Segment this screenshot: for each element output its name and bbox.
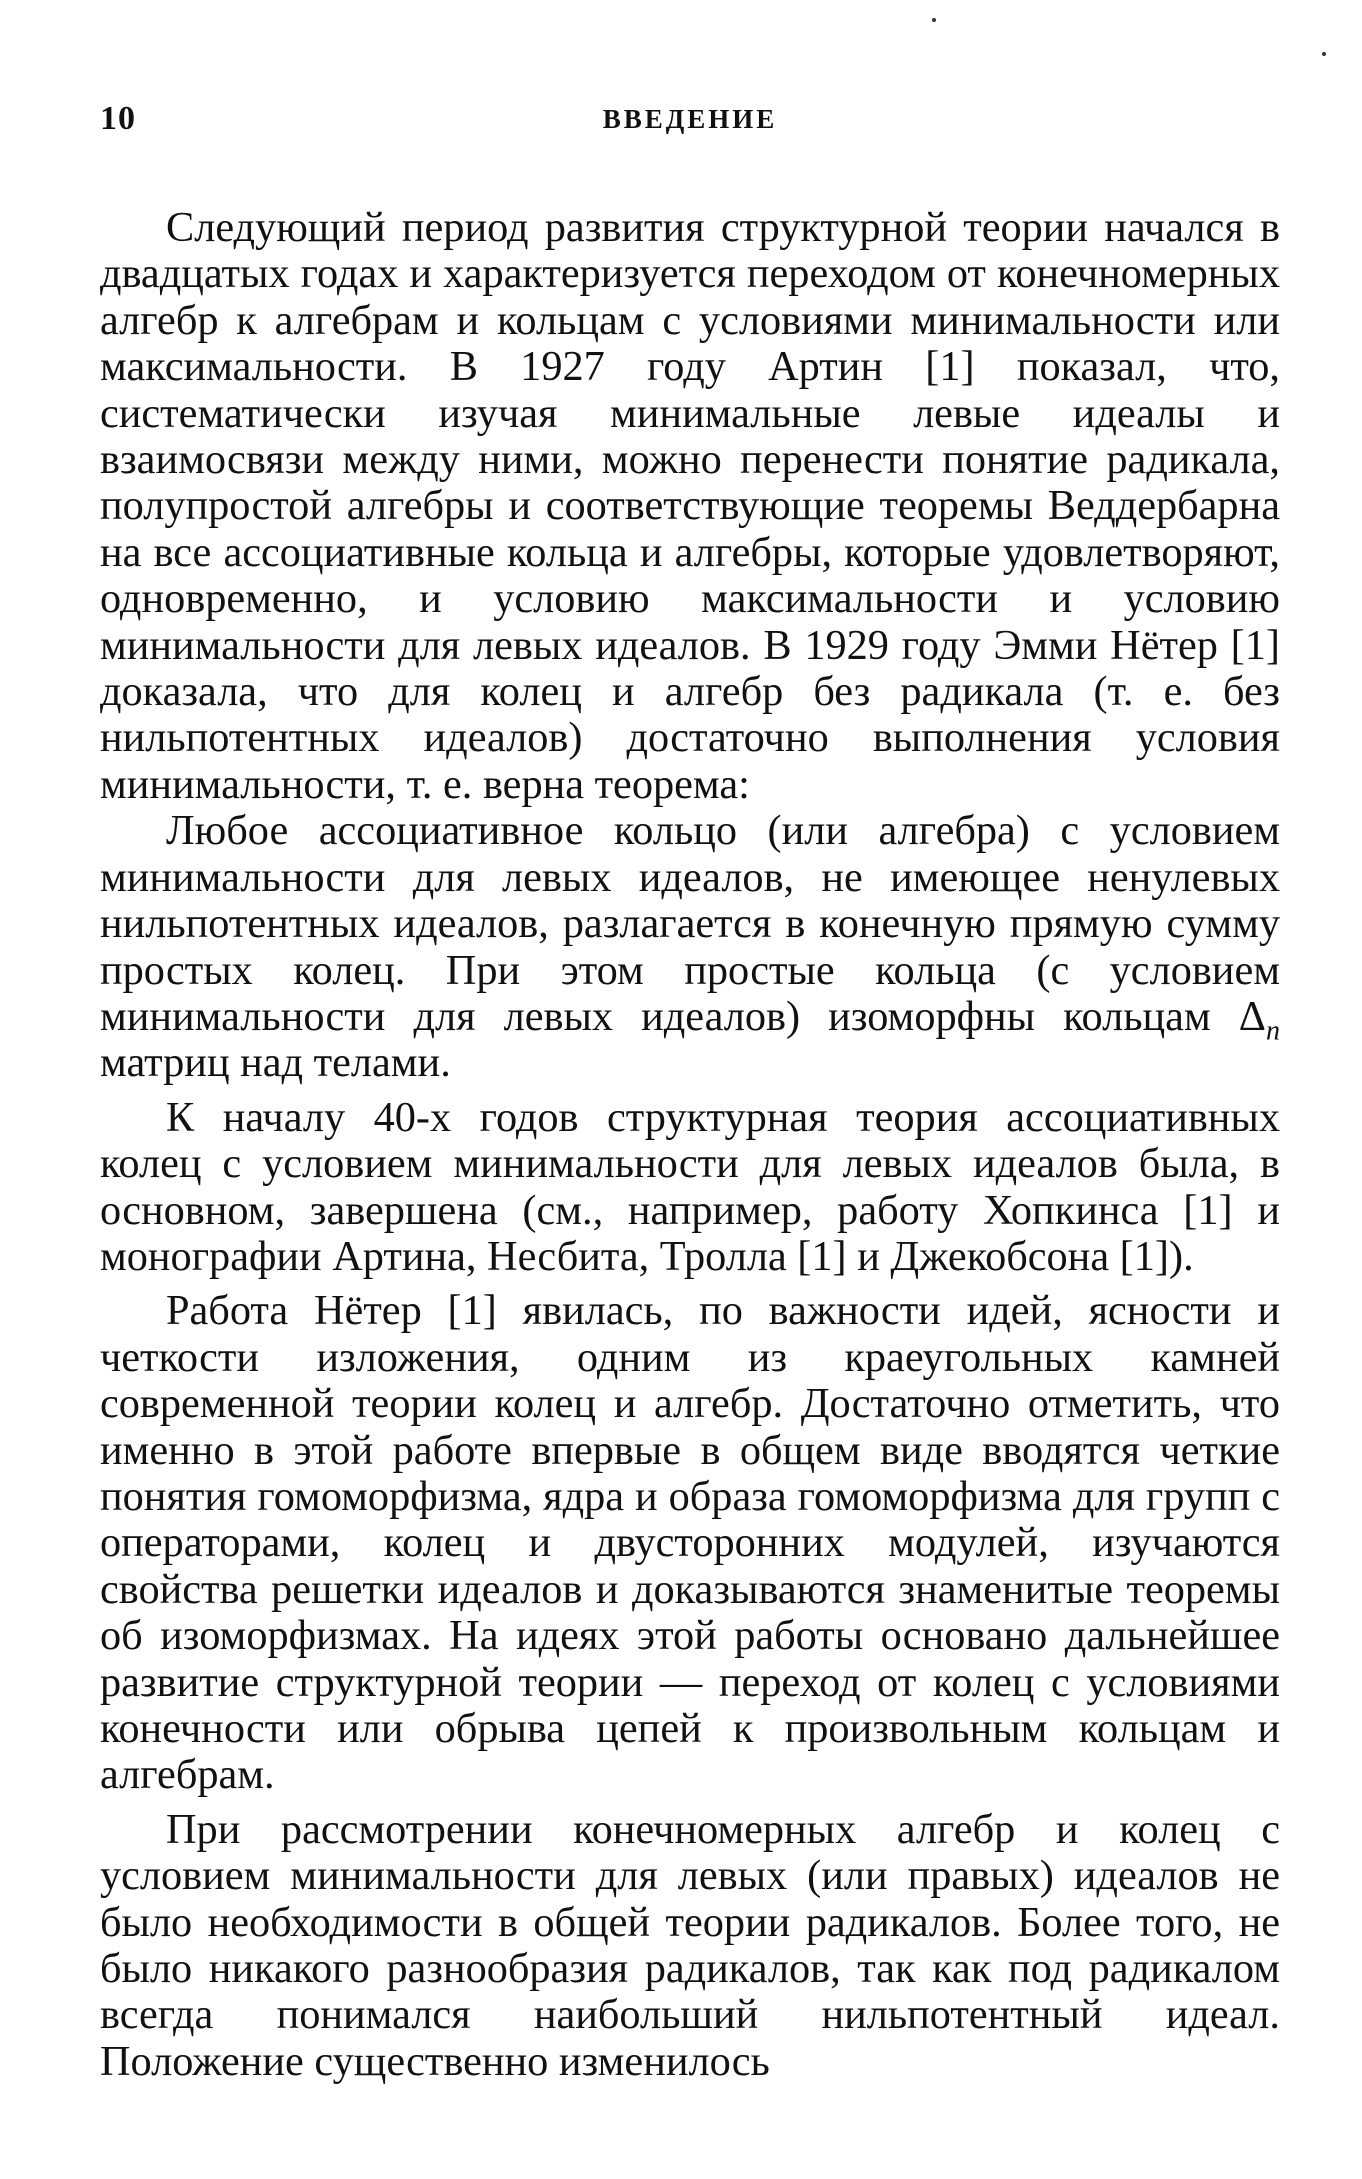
theorem-text-before: Любое ассоциативное кольцо (или алгебра) с условием минимальности для левых идеалов, не имеющее ненулевых нильпотентных идеалов, разлагается в конечную прямую сумму простых колец. При этом простые кольца (с условием минимальности для левых идеалов) изоморфны кольцам [100,807,1280,1040]
paragraph-4: Работа Нётер [1] явилась, по важности идей, ясности и четкости изложения, одним из краеугольных камней современной теории колец и алгебр. Достаточно отметить, что именно в этой работе впервые в общем виде вводятся четкие понятия гомоморфизма, ядра и образа гомоморфизма для групп с операторами, колец и двусторонних модулей, изучаются свойства решетки идеалов и доказываются знаменитые теоремы об изоморфизмах. На идеях этой работы основано дальнейшее развитие структурной теории — переход от колец с условиями конечности или обрыва цепей к произвольным кольцам и алгебрам. [100,1287,1280,1799]
theorem-paragraph [100,808,1280,1086]
section-title: ВВЕДЕНИЕ [602,104,778,134]
paragraph-3: К началу 40-х годов структурная теория ассоциативных колец с условием минимальности для левых идеалов была, в основном, завершена (см., например, работу Хопкинса [1] и монографии Артина, Несбита, Тролла [1] и Джекобсона [1]). [100,1093,1280,1280]
delta-symbol: Δ [1238,992,1266,1040]
paragraph-5: При рассмотрении конечномерных алгебр и колец с условием минимальности для левых (или правых) идеалов не было необходимости в общей теории радикалов. Более того, не было никакого разнообразия радикалов, так как под радикалом всегда понимался наибольший нильпотентный идеал. Положение существенно изменилось [100,1805,1280,2085]
scan-speck [1322,52,1326,56]
body-text [100,205,1280,2085]
paragraph-1: Следующий период развития структурной теории начался в двадцатых годах и характеризуется переходом от конечномерных алгебр к алгебрам и кольцам с условиями минимальности или максимальности. В 1927 году Артин [1] показал, что, систематически изучая минимальные левые идеалы и взаимосвязи между ними, можно перенести понятие радикала, полупростой алгебры и соответствующие теоремы Веддербарна на все ассоциативные кольца и алгебры, которые удовлетворяют, одновременно, и условию максимальности и условию минимальности для левых идеалов. В 1929 году Эмми Нётер [1] доказала, что для колец и алгебр без радикала (т. е. без нильпотентных идеалов) достаточно выполнения условия минимальности, т. е. верна теорема: [100,204,1280,808]
running-head [100,100,1280,140]
theorem-text-after: матриц над телами. [100,1039,451,1087]
scan-speck [932,18,936,22]
delta-subscript: n [1266,1015,1280,1047]
page-number: 10 [100,100,136,137]
